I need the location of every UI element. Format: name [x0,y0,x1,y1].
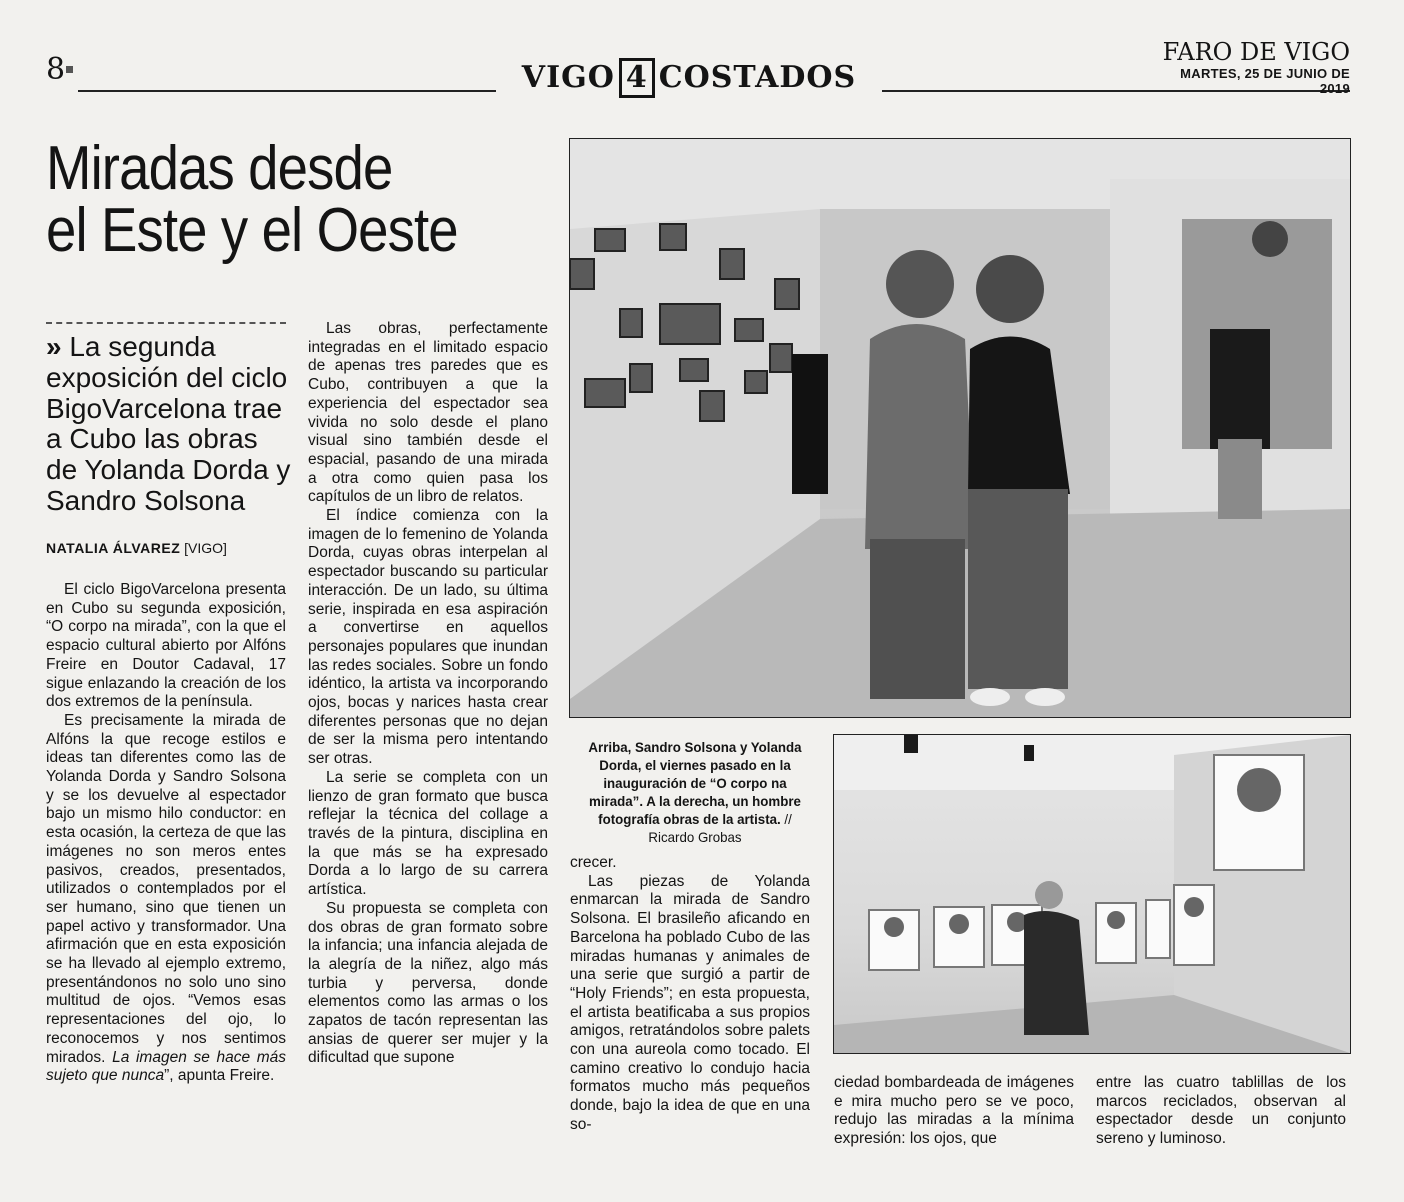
issue-date: MARTES, 25 DE JUNIO DE 2019 [1180,66,1350,96]
photo-credit: // Ricardo Grobas [648,811,792,845]
paragraph-text: Es precisamente la mirada de Alfóns la que recoge estilos e ideas tan diferentes como las de Yolanda Dorda y Sandro Solsona y se los devuelve al espectador bajo un mismo hilo conductor: en esta ocasión, la certeza de que las imágenes no son meros entes pasivos, creados, presentados, utilizados o contemplados por el ser humano, sino que tienen un papel activo y transformador. Una afirmación que en esta exposición se ha llevado al ejemplo extremo, presentándonos no solo uno sino multitud de ojos. “Vemos esas representaciones del ojo, lo reconocemos y nos sentimos mirados. [46,711,286,1066]
deck [46,332,296,517]
newspaper-name: FARO DE VIGO [1162,38,1350,66]
page-number-marker [66,66,73,73]
body-column-5 [1096,1074,1346,1149]
paragraph: Las obras, perfectamente integradas en el limitado espacio de apenas tres paredes que es Cubo, contribuyen a que la experiencia del espectador sea vivida no solo desde el plano visual sino también desde el espacial, pasando de una mirada a otra como quien pasa los capítulos de un libro de relatos. [308,320,548,506]
paragraph: El ciclo BigoVarcelona presenta en Cubo su segunda exposición, “O corpo na mirada”, con la que el espacio cultural abierto por Alfóns Freire en Doutor Cadaval, 17 sigue enlazando la creación de los dos extremos de la península. [46,581,286,711]
quote-tail: ”, apunta Freire. [164,1067,275,1085]
photo-man-photographing-works [833,734,1351,1054]
paragraph: Las piezas de Yolanda enmarcan la mirada de Sandro Solsona. El brasileño aficando en Barcelona ha poblado Cubo de las miradas humanas y animales de una serie que surgió a partir de “Holy Friends”; en esta propuesta, el artista beatificaba a sus propios amigos, retratándolos sobre palets con una aureola como tocado. El camino creativo lo condujo hacia formatos mucho más pequeños donde, bajo la idea de que en una so- [570,872,810,1133]
section-title-box: 4 [619,58,655,98]
paragraph: La serie se completa con un lienzo de gran formato que busca reflejar la técnica del collage a través de la pintura, disciplina en la que más se ha expresado Dorda a lo largo de su carrera artística. [308,768,548,899]
deck-divider [46,322,286,324]
headline-line-1: Miradas desde [46,134,393,203]
paragraph [46,712,286,1086]
photo-caption [576,738,814,846]
paragraph: crecer. [570,854,617,871]
headline-line-2: el Este y el Oeste [46,196,458,265]
photo-man-illustration [834,735,1350,1053]
body-column-2 [308,320,548,1068]
deck-marker: » [46,331,62,362]
page-number: 8 [46,52,66,87]
photo-artists-illustration [570,139,1350,717]
paragraph: El índice comienza con la imagen de lo femenino de Yolanda Dorda, cuyas obras interpelan al espectador buscando su particular interacción. De un lado, su última serie, inspirada en esa aspiración a convertirse en aquellos personajes populares que inundan las redes sociales. Sobre un fondo idéntico, la artista va incorporando ojos, bocas y narices hasta crear diferentes personas que no dejan de ser la misma pero intentando ser otras. [308,507,548,768]
section-title [496,56,882,100]
section-title-left: VIGO [521,60,615,95]
paragraph: entre las cuatro tablillas de los marcos reciclados, observan al espectador desde un conjunto sereno y luminoso. [1096,1074,1346,1148]
photo-artists-at-gallery [569,138,1351,718]
byline-place: [VIGO] [184,540,227,556]
deck-text: La segunda exposición del ciclo BigoVarcelona trae a Cubo las obras de Yolanda Dorda y Sandro Solsona [46,331,291,516]
quote-italic: La imagen se hace más sujeto que nunca [46,1048,286,1085]
byline [46,540,227,556]
byline-author: NATALIA ÁLVAREZ [46,540,181,556]
caption-text: Arriba, Sandro Solsona y Yolanda Dorda, el viernes pasado en la inauguración de “O corpo na mirada”. A la derecha, un hombre fotografía obras de la artista. [588,739,802,827]
paragraph: Su propuesta se completa con dos obras de gran formato sobre la infancia; una infancia alejada de la alegría de la niñez, algo más turbia y perversa, donde elementos como las armas o los zapatos de tacón representan las ansias de querer ser mujer y la dificultad que supone [308,899,548,1067]
body-column-4 [834,1074,1074,1149]
headline [46,134,504,265]
paragraph: ciedad bombardeada de imágenes e mira mucho pero se ve poco, redujo las miradas a la mínima expresión: los ojos, que [834,1074,1074,1148]
body-column-3 [570,854,810,1135]
body-column-1 [46,581,286,1086]
section-title-right: COSTADOS [658,60,857,95]
